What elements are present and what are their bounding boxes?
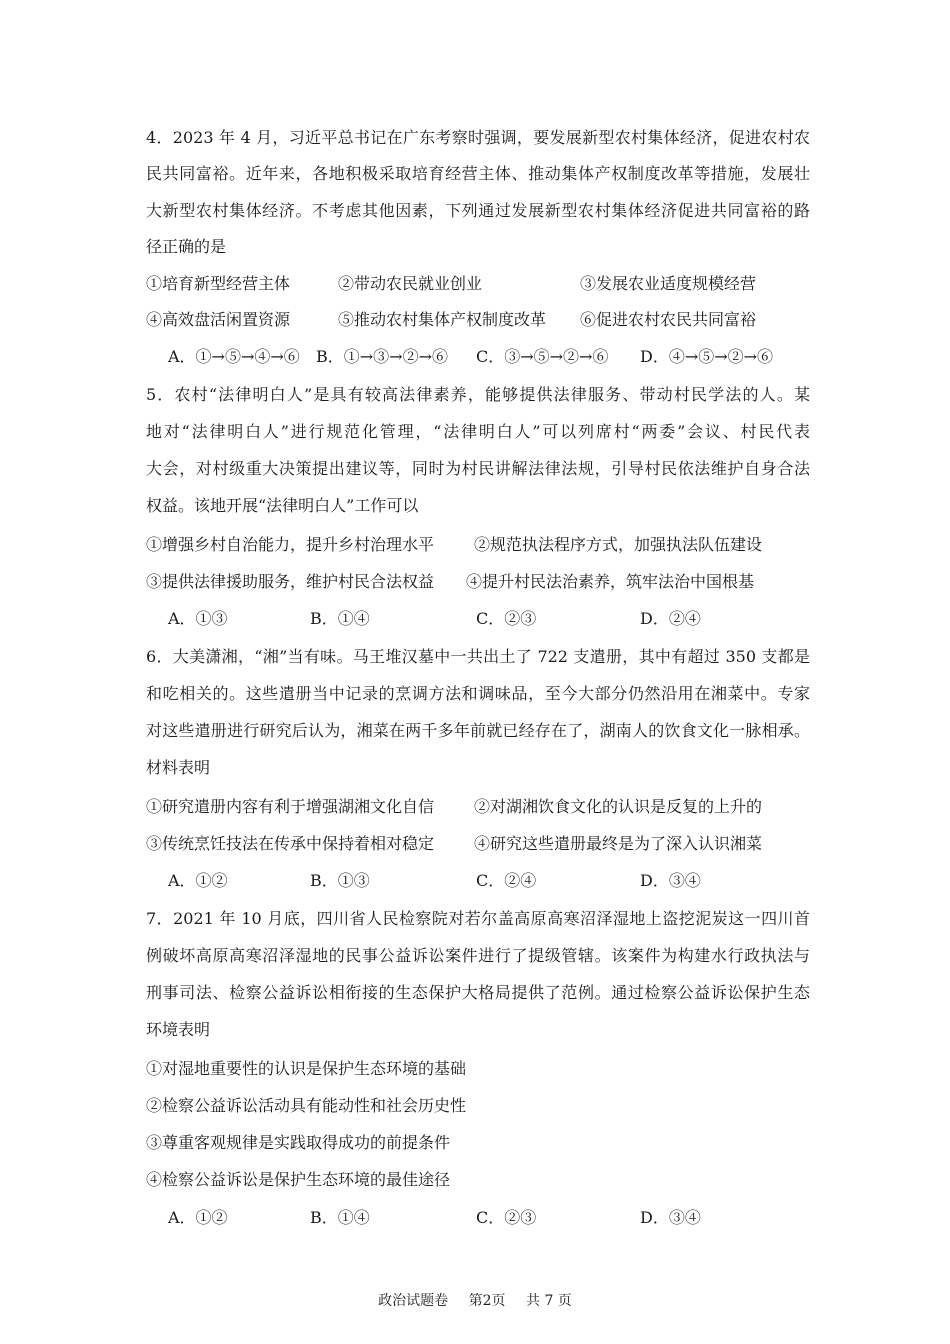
statement: ③提供法律援助服务，维护村民合法权益 (146, 572, 435, 591)
question-stem-line: 4．2023 年 4 月，习近平总书记在广东考察时强调，要发展新型农村集体经济，促进农村农 (146, 128, 810, 147)
question-stem-line: 6．大美潇湘，“湘”当有味。马王堆汉墓中一共出土了 722 支遣册，其中有超过 350 支都是 (146, 647, 810, 666)
statement: ⑥促进农村农民共同富裕 (580, 310, 757, 329)
question-stem-line: 环境表明 (146, 1020, 211, 1039)
option-a: A．①③ (168, 609, 228, 628)
option-d: D．②④ (640, 609, 701, 628)
question-stem-line: 权益。该地开展“法律明白人”工作可以 (146, 496, 419, 515)
statement: ①增强乡村自治能力，提升乡村治理水平 (146, 535, 435, 554)
question-stem-line: 例破坏高原高寒沼泽湿地的民事公益诉讼案件进行了提级管辖。该案件为构建水行政执法与 (146, 946, 810, 965)
footer-subject: 政治试题卷 (378, 1293, 449, 1309)
footer-total-pages: 共 7 页 (526, 1293, 572, 1309)
option-b: B．①④ (310, 1208, 370, 1227)
question-stem-line: 材料表明 (146, 758, 211, 777)
statement: ④检察公益诉讼是保护生态环境的最佳途径 (146, 1170, 451, 1189)
question-stem-line: 大会，对村级重大决策提出建议等，同时为村民讲解法律法规，引导村民依法维护自身合法 (146, 459, 810, 478)
option-c: C．②③ (476, 1208, 537, 1227)
option-a: A．①② (168, 871, 228, 890)
question-stem-line: 大新型农村集体经济。不考虑其他因素，下列通过发展新型农村集体经济促进共同富裕的路 (146, 201, 810, 220)
question-stem-line: 民共同富裕。近年来，各地积极采取培育经营主体、推动集体产权制度改革等措施，发展壮 (146, 164, 810, 183)
statement: ①研究遣册内容有利于增强湖湘文化自信 (146, 797, 435, 816)
statement: ②规范执法程序方式，加强执法队伍建设 (474, 535, 763, 554)
option-c: C．③→⑤→②→⑥ (476, 347, 609, 366)
option-d: D．③④ (640, 1208, 701, 1227)
option-c: C．②③ (476, 609, 537, 628)
option-b: B．①③ (310, 871, 370, 890)
option-b: B．①④ (310, 609, 370, 628)
option-a: A．①→⑤→④→⑥ (168, 347, 300, 366)
option-a: A．①② (168, 1208, 228, 1227)
statement: ⑤推动农村集体产权制度改革 (338, 310, 547, 329)
statement: ①对湿地重要性的认识是保护生态环境的基础 (146, 1059, 467, 1078)
statement: ④提升村民法治素养，筑牢法治中国根基 (466, 572, 755, 591)
question-stem-line: 5．农村“法律明白人”是具有较高法律素养，能够提供法律服务、带动村民学法的人。某 (146, 385, 810, 404)
question-stem-line: 对这些遣册进行研究后认为，湘菜在两千多年前就已经存在了，湖南人的饮食文化一脉相承。 (146, 721, 810, 740)
statement: ②检察公益诉讼活动具有能动性和社会历史性 (146, 1096, 467, 1115)
option-d: D．④→⑤→②→⑥ (640, 347, 774, 366)
statement: ①培育新型经营主体 (146, 274, 291, 293)
option-d: D．③④ (640, 871, 701, 890)
question-stem-line: 7．2021 年 10 月底，四川省人民检察院对若尔盖高原高寒沼泽湿地上盗挖泥炭这一四川首 (146, 909, 810, 928)
question-stem-line: 地对“法律明白人”进行规范化管理，“法律明白人”可以列席村“两委”会议、村民代表 (146, 422, 810, 441)
statement: ④研究这些遣册最终是为了深入认识湘菜 (474, 834, 763, 853)
option-c: C．②④ (476, 871, 537, 890)
statement: ③发展农业适度规模经营 (580, 274, 757, 293)
footer-page-number: 第2页 (468, 1293, 506, 1309)
statement: ④高效盘活闲置资源 (146, 310, 291, 329)
statement: ③尊重客观规律是实践取得成功的前提条件 (146, 1133, 451, 1152)
question-stem-line: 径正确的是 (146, 237, 227, 256)
page-footer (0, 1292, 950, 1310)
question-stem-line: 刑事司法、检察公益诉讼相衔接的生态保护大格局提供了范例。通过检察公益诉讼保护生态 (146, 983, 810, 1002)
statement: ③传统烹饪技法在传承中保持着相对稳定 (146, 834, 435, 853)
option-b: B．①→③→②→⑥ (316, 347, 448, 366)
statement: ②对湖湘饮食文化的认识是反复的上升的 (474, 797, 763, 816)
statement: ②带动农民就业创业 (338, 274, 483, 293)
question-stem-line: 和吃相关的。这些遣册当中记录的烹调方法和调味品，至今大部分仍然沿用在湘菜中。专家 (146, 684, 810, 703)
